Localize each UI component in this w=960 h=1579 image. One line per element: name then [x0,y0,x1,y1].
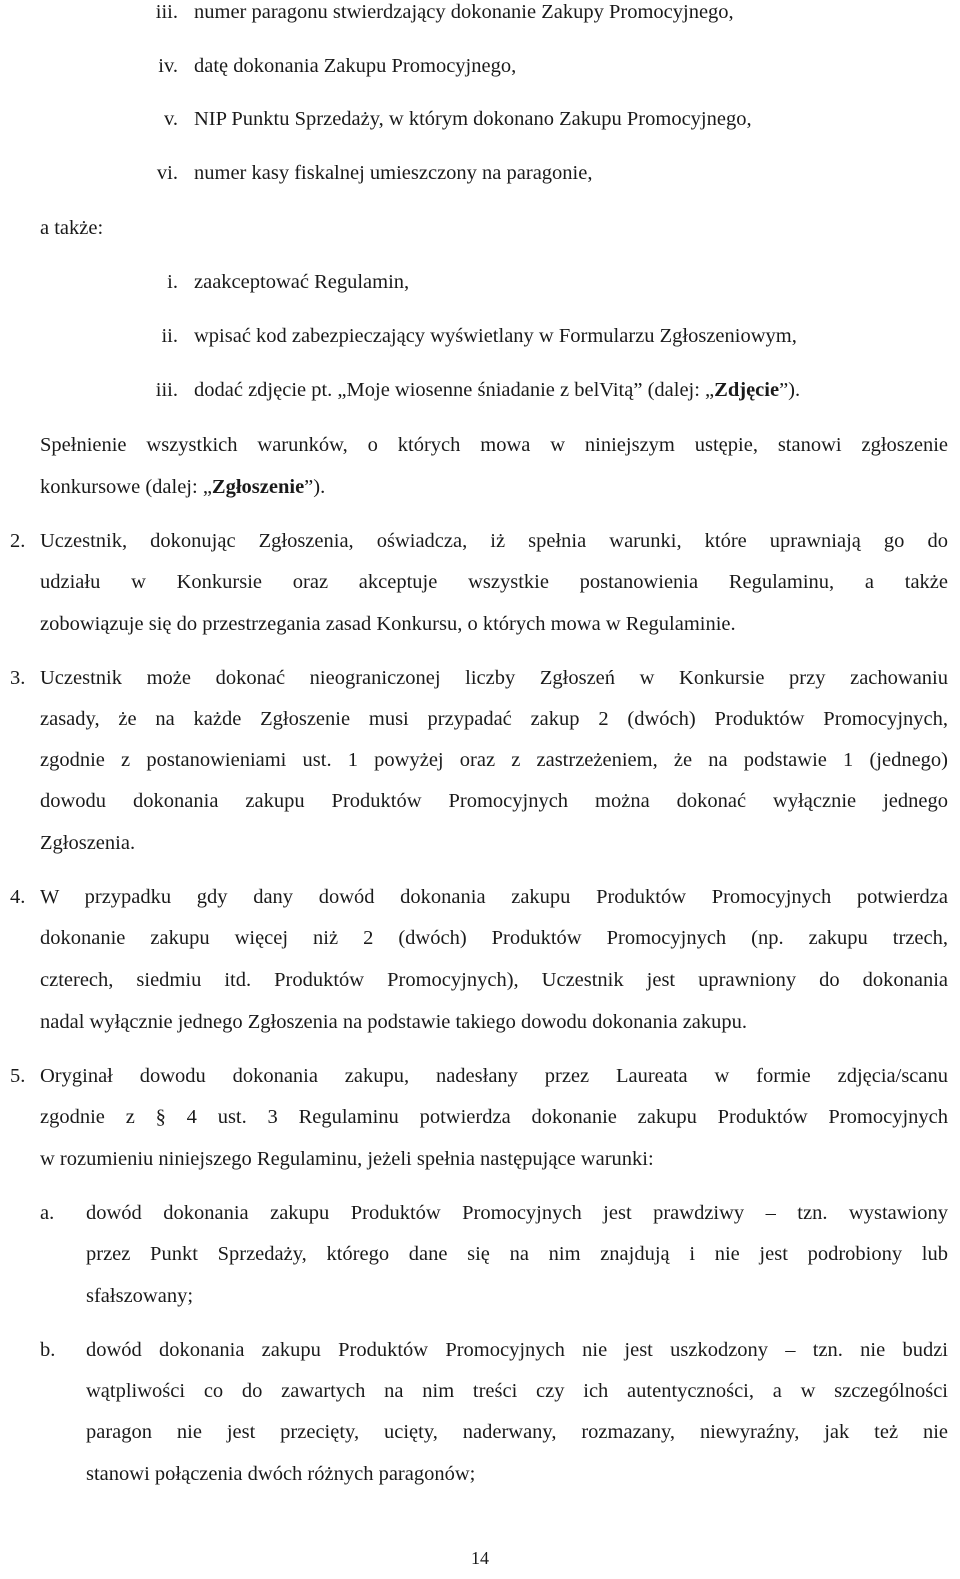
list-item-text: NIP Punktu Sprzedaży, w którym dokonano Zakupu Promocyjnego, [194,108,752,130]
bold-term-zdjecie: Zdjęcie [714,379,780,401]
condition-line: przez Punkt Sprzedaży, którego dane się na nim znajdują i nie jest podrobiony lub [86,1243,948,1265]
list-number: iv. [158,55,178,77]
list-item-text: wpisać kod zabezpieczający wyświetlany w Formularzu Zgłoszeniowym, [194,325,797,347]
paragraph-number: 4. [10,886,26,908]
paragraph-number: 2. [10,530,26,552]
list-item-text: zaakceptować Regulamin, [194,271,410,293]
list-item-text: numer paragonu stwierdzający dokonanie Zakupy Promocyjnego, [194,1,734,23]
condition-line: wątpliwości co do zawartych na nim treści czy ich autentyczności, a w szczególności [86,1380,948,1402]
paragraph-line: zobowiązuje się do przestrzegania zasad Konkursu, o których mowa w Regulaminie. [40,613,736,635]
paragraph-line: czterech, siedmiu itd. Produktów Promocyjnych), Uczestnik jest uprawniony do dokonania [40,969,948,991]
condition-line: sfałszowany; [86,1285,194,1307]
paragraph-line: Oryginał dowodu dokonania zakupu, nadesłany przez Laureata w formie zdjęcia/scanu [40,1065,948,1087]
list-number: ii. [161,325,178,347]
a-takze-label: a także: [40,217,104,239]
paragraph-line: zgodnie z postanowieniami ust. 1 powyżej oraz z zastrzeżeniem, że na podstawie 1 (jednego) [40,749,948,771]
condition-line: stanowi połączenia dwóch różnych paragonów; [86,1463,476,1485]
paragraph-line: Uczestnik może dokonać nieograniczonej liczby Zgłoszeń w Konkursie przy zachowaniu [40,667,948,689]
paragraph-line: dowodu dokonania zakupu Produktów Promocyjnych można dokonać wyłącznie jednego [40,790,948,812]
condition-line: paragon nie jest przecięty, ucięty, naderwany, rozmazany, niewyraźny, jak też nie [86,1421,948,1443]
bold-term-zgloszenie: Zgłoszenie [211,476,305,498]
condition-line: dowód dokonania zakupu Produktów Promocyjnych nie jest uszkodzony – tzn. nie budzi [86,1339,948,1361]
list-number: iii. [155,1,178,23]
list-item-text: numer kasy fiskalnej umieszczony na paragonie, [194,162,593,184]
paragraph-line: zgodnie z § 4 ust. 3 Regulaminu potwierdza dokonanie zakupu Produktów Promocyjnych [40,1106,948,1128]
list-number: i. [167,271,178,293]
paragraph-number: 5. [10,1065,26,1087]
list-number: v. [163,108,178,130]
paragraph-line: zasady, że na każde Zgłoszenie musi przypadać zakup 2 (dwóch) Produktów Promocyjnych, [40,708,948,730]
list-number: iii. [155,379,178,401]
page-number: 14 [471,1548,489,1568]
paragraph-line: Uczestnik, dokonując Zgłoszenia, oświadcza, iż spełnia warunki, które uprawniają go do [40,530,948,552]
condition-line: dowód dokonania zakupu Produktów Promocyjnych jest prawdziwy – tzn. wystawiony [86,1202,948,1224]
fulfillment-line: Spełnienie wszystkich warunków, o których mowa w niniejszym ustępie, stanowi zgłoszenie [40,434,948,456]
paragraph-number: 3. [10,667,26,689]
paragraph-line: w rozumieniu niniejszego Regulaminu, jeżeli spełnia następujące warunki: [40,1148,654,1170]
paragraph-line: nadal wyłącznie jednego Zgłoszenia na podstawie takiego dowodu dokonania zakupu. [40,1011,748,1033]
list-number: vi. [156,162,178,184]
condition-letter: a. [40,1202,55,1224]
list-item-text: dodać zdjęcie pt. „Moje wiosenne śniadanie z belVitą” (dalej: „Zdjęcie”). [194,379,801,401]
condition-letter: b. [40,1339,56,1361]
list-item-text: datę dokonania Zakupu Promocyjnego, [194,55,517,77]
paragraph-line: udziału w Konkursie oraz akceptuje wszystkie postanowienia Regulaminu, a także [40,571,948,593]
fulfillment-line: konkursowe (dalej: „Zgłoszenie”). [40,476,326,498]
paragraph-line: W przypadku gdy dany dowód dokonania zakupu Produktów Promocyjnych potwierdza [40,886,948,908]
paragraph-line: Zgłoszenia. [40,832,136,854]
paragraph-line: dokonanie zakupu więcej niż 2 (dwóch) Produktów Promocyjnych (np. zakupu trzech, [40,927,948,949]
